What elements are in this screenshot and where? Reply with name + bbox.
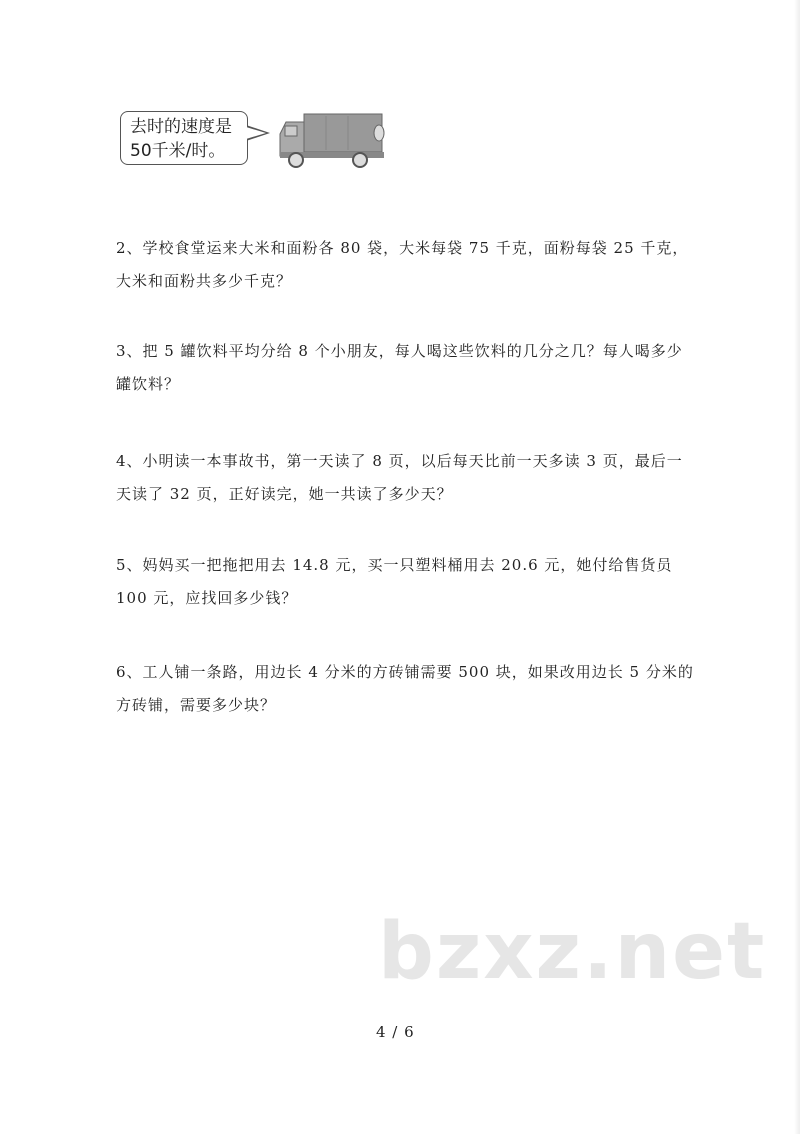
page-number: 4 / 6 bbox=[376, 1023, 415, 1041]
watermark: bzxz.net bbox=[378, 907, 767, 997]
question-line: 罐饮料？ bbox=[116, 375, 181, 393]
question-4 bbox=[116, 445, 683, 511]
question-line: 3、把 5 罐饮料平均分给 8 个小朋友，每人喝这些饮料的几分之几？每人喝多少 bbox=[116, 342, 683, 360]
bubble-line: 50千米/时。 bbox=[130, 141, 226, 161]
question-line: 天读了 32 页，正好读完，她一共读了多少天？ bbox=[116, 485, 453, 503]
question-3 bbox=[116, 335, 683, 401]
question-line: 5、妈妈买一把拖把用去 14.8 元，买一只塑料桶用去 20.6 元，她付给售货员 bbox=[116, 556, 673, 574]
question-line: 100 元，应找回多少钱？ bbox=[116, 589, 298, 607]
question-line: 方砖铺，需要多少块？ bbox=[116, 696, 277, 714]
bubble-line: 去时的速度是 bbox=[130, 117, 232, 137]
truck-illustration bbox=[276, 110, 388, 172]
speech-bubble-tail-fill bbox=[246, 127, 266, 139]
question-5 bbox=[116, 549, 672, 615]
question-2 bbox=[116, 232, 688, 298]
question-line: 4、小明读一本事故书，第一天读了 8 页，以后每天比前一天多读 3 页，最后一 bbox=[116, 452, 683, 470]
question-line: 大米和面粉共多少千克？ bbox=[116, 272, 293, 290]
question-6 bbox=[116, 656, 694, 722]
page-edge bbox=[794, 0, 800, 1134]
question-line: 2、学校食堂运来大米和面粉各 80 袋，大米每袋 75 千克，面粉每袋 25 千克， bbox=[116, 239, 689, 257]
question-line: 6、工人铺一条路，用边长 4 分米的方砖铺需要 500 块，如果改用边长 5 分米的 bbox=[116, 663, 694, 681]
speech-bubble bbox=[120, 111, 248, 165]
